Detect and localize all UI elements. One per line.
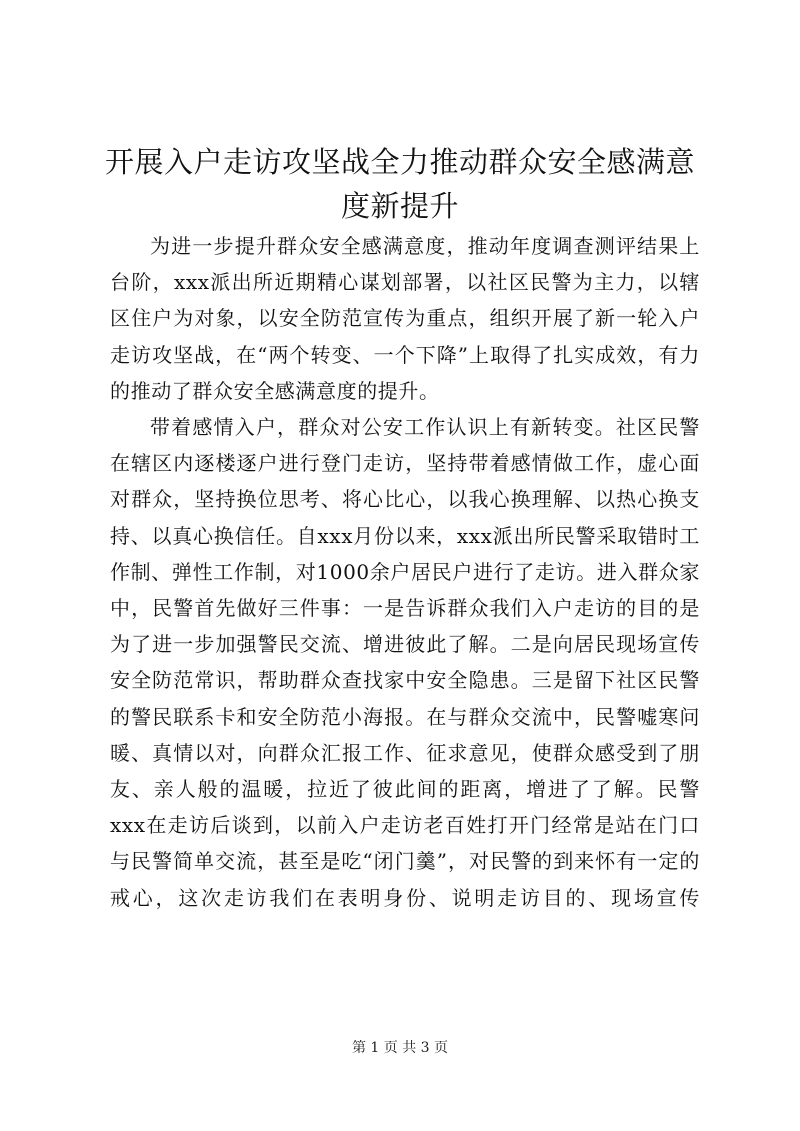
paragraph-visiting-with-feeling: 带着感情入户，群众对公安工作认识上有新转变。社区民警在辖区内逐楼逐户进行登门走访，坚持带着感情做工作，虚心面对群众，坚持换位思考、将心比心，以我心换理解、以热心换支持、以真心换信任。自xxx月份以来，xxx派出所民警采取错时工作制、弹性工作制，对1000余户居民户进行了走访。进入群众家中，民警首先做好三件事：一是告诉群众我们入户走访的目的是为了进一步加强警民交流、增进彼此了解。二是向居民现场宣传安全防范常识，帮助群众查找家中安全隐患。三是留下社区民警的警民联系卡和安全防范小海报。在与群众交流中，民警嘘寒问暖、真情以对，向群众汇报工作、征求意见，使群众感受到了朋友、亲人般的温暖，拉近了彼此间的距离，增进了了解。民警xxx在走访后谈到，以前入户走访老百姓打开门经常是站在门口与民警简单交流，甚至是吃“闭门羹”，对民警的到来怀有一定的戒心，这次走访我们在表明身份、说明走访目的、现场宣传: [110, 415, 700, 910]
paragraph-intro: 为进一步提升群众安全感满意度，推动年度调查测评结果上台阶，xxx派出所近期精心谋划部署，以社区民警为主力，以辖区住户为对象，以安全防范宣传为重点，组织开展了新一轮入户走访攻坚战，在“两个转变、一个下降”上取得了扎实成效，有力的推动了群众安全感满意度的提升。: [110, 234, 700, 403]
document-body: [110, 228, 700, 916]
page-number-footer: 第 1 页 共 3 页: [351, 1040, 449, 1056]
document-title: 开展入户走访攻坚战全力推动群众安全感满意度新提升: [104, 145, 695, 223]
